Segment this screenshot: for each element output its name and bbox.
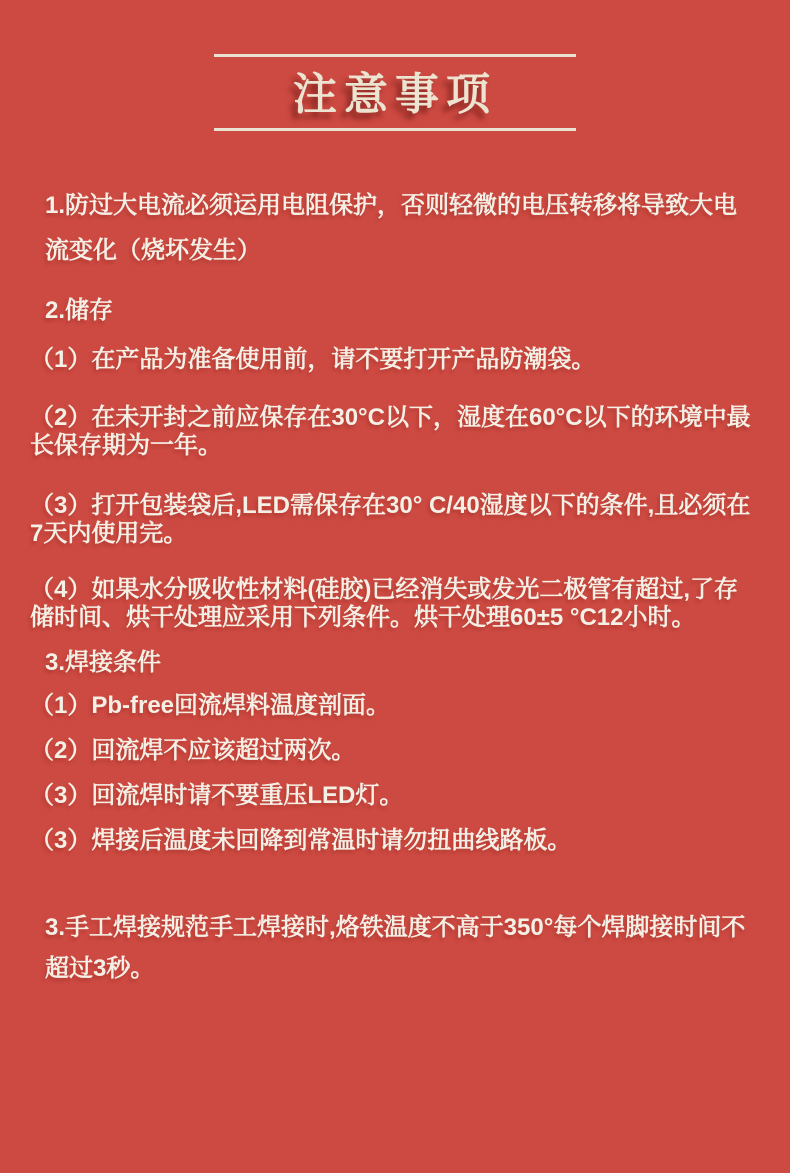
storage-item-3: （3）打开包装袋后,LED需保存在30° C/40湿度以下的条件,且必须在7天内使用完。 — [30, 492, 751, 547]
storage-item-1: （1）在产品为准备使用前，请不要打开产品防潮袋。 — [30, 346, 596, 373]
soldering-item-4: （3）焊接后温度未回降到常温时请勿扭曲线路板。 — [30, 827, 572, 854]
notice-content — [0, 183, 790, 989]
hand-soldering-note: 3.手工焊接规范手工焊接时,烙铁温度不高于350°每个焊脚接时间不超过3秒。 — [45, 914, 746, 982]
storage-item-2: （2）在未开封之前应保存在30°C以下，湿度在60°C以下的环境中最长保存期为一年。 — [30, 404, 751, 459]
title-divider-bottom — [214, 128, 576, 131]
overcurrent-warning-paragraph: 1.防过大电流必须运用电阻保护，否则轻微的电压转移将导致大电流变化（烧坏发生） — [45, 192, 738, 264]
soldering-item-1: （1）Pb-free回流焊料温度剖面。 — [30, 692, 391, 719]
soldering-item-2: （2）回流焊不应该超过两次。 — [30, 737, 356, 764]
soldering-item-3: （3）回流焊时请不要重压LED灯。 — [30, 782, 404, 809]
soldering-section-heading: 3.焊接条件 — [45, 649, 162, 676]
title-divider-top — [214, 54, 576, 57]
storage-section-heading: 2.储存 — [45, 297, 114, 324]
storage-item-4: （4）如果水分吸收性材料(硅胶)已经消失或发光二极管有超过,了存储时间、烘干处理应采用下列条件。烘干处理60±5 °C12小时。 — [30, 576, 738, 631]
page-title: 注意事项 — [293, 70, 497, 119]
